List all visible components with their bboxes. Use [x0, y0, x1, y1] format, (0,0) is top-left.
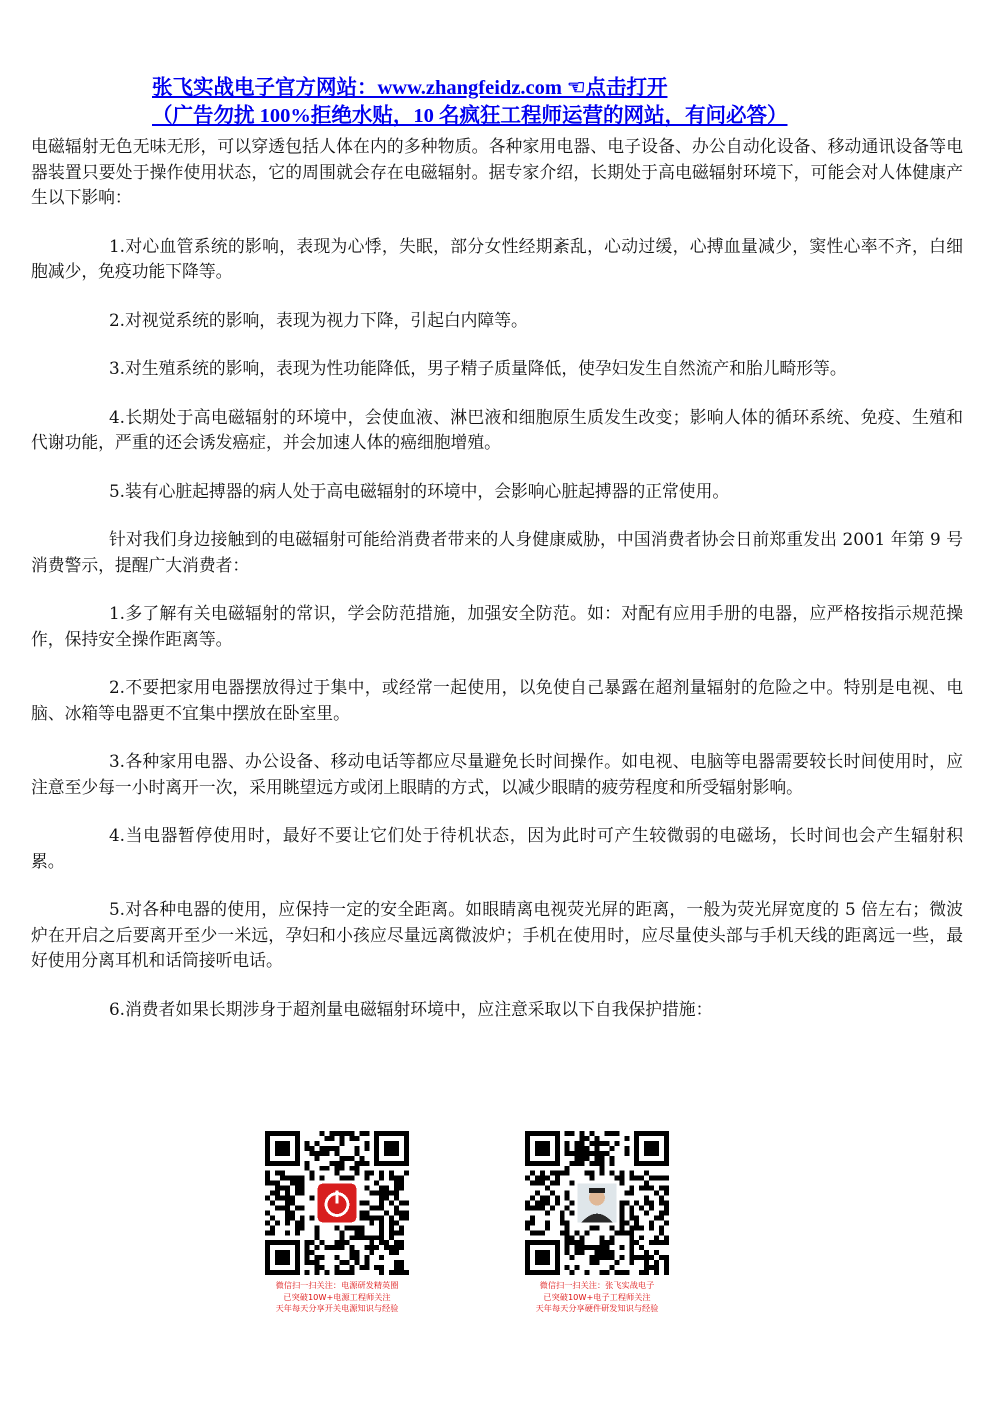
effect-item-1: 1.对心血管系统的影响，表现为心悸，失眠，部分女性经期紊乱，心动过缓，心搏血量减少，窦性心率不齐，白细胞减少，免疫功能下降等。 — [31, 235, 963, 281]
qr-caption-line: 微信扫一扫关注：电源研发精英圈 — [275, 1280, 399, 1290]
advice-item-2: 2.不要把家用电器摆放得过于集中，或经常一起使用，以免使自己暴露在超剂量辐射的危险之中。特别是电视、电脑、冰箱等电器更不宜集中摆放在卧室里。 — [31, 677, 963, 723]
qr-caption-zhangfei — [522, 1280, 672, 1315]
website-link[interactable]: 张飞实战电子官方网站：www.zhangfeidz.com ☜点击打开 — [152, 77, 668, 99]
qr-code-avatar-icon[interactable] — [525, 1131, 669, 1275]
intro-paragraph: 电磁辐射无色无味无形，可以穿透包括人体在内的多种物质。各种家用电器、电子设备、办公自动化设备、移动通讯设备等电器装置只要处于操作使用状态，它的周围就会存在电磁辐射。据专家介绍，长期处于高电磁辐射环境下，可能会对人体健康产生以下影响： — [31, 136, 963, 207]
website-slogan-link[interactable]: （广告勿扰 100%拒绝水贴，10 名疯狂工程师运营的网站，有问必答） — [152, 105, 788, 127]
warning-intro-paragraph: 针对我们身边接触到的电磁辐射可能给消费者带来的人身健康威胁，中国消费者协会日前郑重发出 2001 年第 9 号消费警示，提醒广大消费者： — [31, 529, 963, 575]
advice-item-3: 3.各种家用电器、办公设备、移动电话等都应尽量避免长时间操作。如电视、电脑等电器需要较长时间使用时，应注意至少每一小时离开一次，采用眺望远方或闭上眼睛的方式，以减少眼睛的疲劳程度和所受辐射影响。 — [31, 751, 963, 797]
qr-code-section — [0, 1131, 992, 1321]
effect-item-3: 3.对生殖系统的影响，表现为性功能降低，男子精子质量降低，使孕妇发生自然流产和胎儿畸形等。 — [109, 358, 847, 378]
advice-item-5: 5.对各种电器的使用，应保持一定的安全距离。如眼睛离电视荧光屏的距离，一般为荧光屏宽度的 5 倍左右；微波炉在开启之后要离开至少一米远，孕妇和小孩应尽量远离微波炉；手机在使用时，应尽量使头部与手机天线的距离远一些，最好使用分离耳机和话筒接听电话。 — [31, 899, 963, 970]
avatar-photo — [578, 1184, 617, 1223]
advice-item-6: 6.消费者如果长期涉身于超剂量电磁辐射环境中，应注意采取以下自我保护措施： — [109, 998, 713, 1019]
qr-caption-line: 天年每天分享开关电源知识与经验 — [275, 1303, 399, 1313]
qr-caption-line: 微信扫一扫关注：张飞实战电子 — [539, 1280, 655, 1290]
qr-caption-line: 已突破10W+电子工程师关注 — [543, 1291, 651, 1302]
effect-item-4: 4.长期处于高电磁辐射的环境中，会使血液、淋巴液和细胞原生质发生改变；影响人体的循环系统、免疫、生殖和代谢功能，严重的还会诱发癌症，并会加速人体的癌细胞增殖。 — [31, 406, 963, 452]
qr-block-zhangfei — [522, 1131, 672, 1315]
advice-item-1: 1.多了解有关电磁辐射的常识，学会防范措施，加强安全防范。如：对配有应用手册的电器，应严格按指示规范操作，保持安全操作距离等。 — [31, 603, 963, 649]
qr-caption-line: 天年每天分享硬件研发知识与经验 — [535, 1303, 659, 1313]
effect-item-2: 2.对视觉系统的影响，表现为视力下降，引起白内障等。 — [109, 309, 528, 330]
site-banner — [0, 74, 992, 130]
effect-item-5: 5.装有心脏起搏器的病人处于高电磁辐射的环境中，会影响心脏起搏器的正常使用。 — [109, 480, 730, 501]
advice-item-4: 4.当电器暂停使用时，最好不要让它们处于待机状态，因为此时可产生较微弱的电磁场，长时间也会产生辐射积累。 — [31, 825, 963, 871]
qr-caption-power — [262, 1280, 412, 1315]
qr-code-power-icon[interactable] — [265, 1131, 409, 1275]
qr-caption-line: 已突破10W+电源工程师关注 — [283, 1291, 391, 1302]
article-body — [31, 134, 963, 1045]
power-icon — [318, 1184, 357, 1223]
qr-block-power — [262, 1131, 412, 1315]
